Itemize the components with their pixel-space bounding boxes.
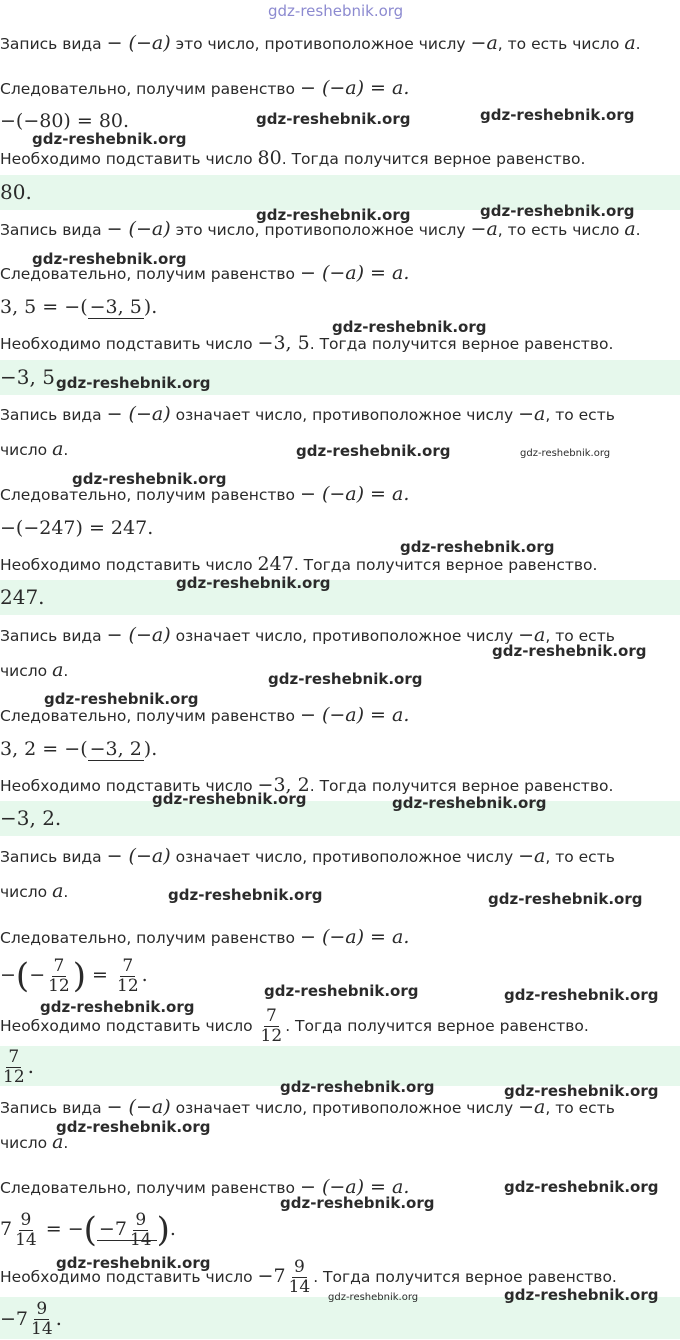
watermark: gdz-reshebnik.org xyxy=(40,998,195,1016)
equation: 3, 2 = −( −3, 2 ). xyxy=(0,738,158,760)
equation: −(− $\frac{7}{12}$ ) = $\frac{7}{12}$ . xyxy=(0,955,148,996)
watermark: gdz-reshebnik.org xyxy=(168,886,323,904)
watermark: gdz-reshebnik.org xyxy=(504,1082,659,1100)
hence-line: Следовательно, получим равенство − (−a) = a. xyxy=(0,704,410,726)
watermark: gdz-reshebnik.org xyxy=(280,1078,435,1096)
watermark: gdz-reshebnik.org xyxy=(328,1292,419,1303)
watermark: gdz-reshebnik.org xyxy=(264,982,419,1000)
watermark: gdz-reshebnik.org xyxy=(176,574,331,592)
watermark: gdz-reshebnik.org xyxy=(56,1254,211,1272)
definition-line: Запись вида − (−a) означает число, противоположное числу −a, то есть xyxy=(0,624,615,646)
definition-line-cont: число a. xyxy=(0,880,69,902)
answer-box: 80. xyxy=(0,175,680,210)
definition-line: Запись вида − (−a) это число, противоположное числу −a, то есть число a. xyxy=(0,218,641,240)
definition-line-cont: число a. xyxy=(0,659,69,681)
watermark: gdz-reshebnik.org xyxy=(32,250,187,268)
watermark: gdz-reshebnik.org xyxy=(256,206,411,224)
answer-box: 247. xyxy=(0,580,680,615)
watermark: gdz-reshebnik.org xyxy=(332,318,487,336)
watermark: gdz-reshebnik.org xyxy=(268,670,423,688)
watermark: gdz-reshebnik.org xyxy=(520,448,611,459)
hence-line: Следовательно, получим равенство − (−a) = a. xyxy=(0,262,410,284)
answer-box: $\frac{7}{12}$ . xyxy=(0,1046,680,1086)
watermark: gdz-reshebnik.org xyxy=(488,890,643,908)
equation: 7 $\frac{9}{14}$ = −( −7 $\frac{9}{14}$ ). xyxy=(0,1209,176,1250)
watermark: gdz-reshebnik.org xyxy=(492,642,647,660)
hence-line: Следовательно, получим равенство − (−a) = a. xyxy=(0,1176,410,1198)
definition-line: Запись вида − (−a) это число, противоположное числу −a, то есть число a. xyxy=(0,32,641,54)
answer-box: −7 $\frac{9}{14}$ . xyxy=(0,1297,680,1339)
watermark: gdz-reshebnik.org xyxy=(480,202,635,220)
watermark: gdz-reshebnik.org xyxy=(296,442,451,460)
hence-line: Следовательно, получим равенство − (−a) = a. xyxy=(0,483,410,505)
equation: 3, 5 = −( −3, 5 ). xyxy=(0,296,158,318)
substitute-line: Необходимо подставить число −3, 5. Тогда получится верное равенство. xyxy=(0,332,614,354)
equation: −(−80) = 80. xyxy=(0,110,130,132)
watermark: gdz-reshebnik.org xyxy=(72,470,227,488)
hence-line: Следовательно, получим равенство − (−a) = a. xyxy=(0,77,410,99)
watermark: gdz-reshebnik.org xyxy=(400,538,555,556)
watermark: gdz-reshebnik.org xyxy=(280,1194,435,1212)
hence-line: Следовательно, получим равенство − (−a) = a. xyxy=(0,926,410,948)
definition-line: Запись вида − (−a) означает число, противоположное числу −a, то есть xyxy=(0,1096,615,1118)
answer-box: −3, 5. xyxy=(0,360,680,395)
definition-line: Запись вида − (−a) означает число, противоположное числу −a, то есть xyxy=(0,403,615,425)
substitute-line: Необходимо подставить число −3, 2. Тогда получится верное равенство. xyxy=(0,774,614,796)
substitute-line: Необходимо подставить число 80. Тогда получится верное равенство. xyxy=(0,147,586,169)
watermark: gdz-reshebnik.org xyxy=(268,2,404,20)
watermark: gdz-reshebnik.org xyxy=(56,374,211,392)
watermark: gdz-reshebnik.org xyxy=(392,794,547,812)
watermark: gdz-reshebnik.org xyxy=(480,106,635,124)
watermark: gdz-reshebnik.org xyxy=(32,130,187,148)
equation: −(−247) = 247. xyxy=(0,517,154,539)
definition-line: Запись вида − (−a) означает число, противоположное числу −a, то есть xyxy=(0,845,615,867)
substitute-line: Необходимо подставить число $\frac{7}{12}$ . Тогда получится верное равенство. xyxy=(0,1006,589,1046)
watermark: gdz-reshebnik.org xyxy=(44,690,199,708)
watermark: gdz-reshebnik.org xyxy=(504,1286,659,1304)
watermark: gdz-reshebnik.org xyxy=(504,986,659,1004)
answer-box: −3, 2. xyxy=(0,801,680,836)
substitute-line: Необходимо подставить число −7 $\frac{9}{14}$ . Тогда получится верное равенство. xyxy=(0,1257,617,1297)
substitute-line: Необходимо подставить число 247. Тогда получится верное равенство. xyxy=(0,553,598,575)
definition-line-cont: число a. xyxy=(0,438,69,460)
watermark: gdz-reshebnik.org xyxy=(152,790,307,808)
watermark: gdz-reshebnik.org xyxy=(56,1118,211,1136)
watermark: gdz-reshebnik.org xyxy=(504,1178,659,1196)
watermark: gdz-reshebnik.org xyxy=(256,110,411,128)
definition-line-cont: число a. xyxy=(0,1131,69,1153)
